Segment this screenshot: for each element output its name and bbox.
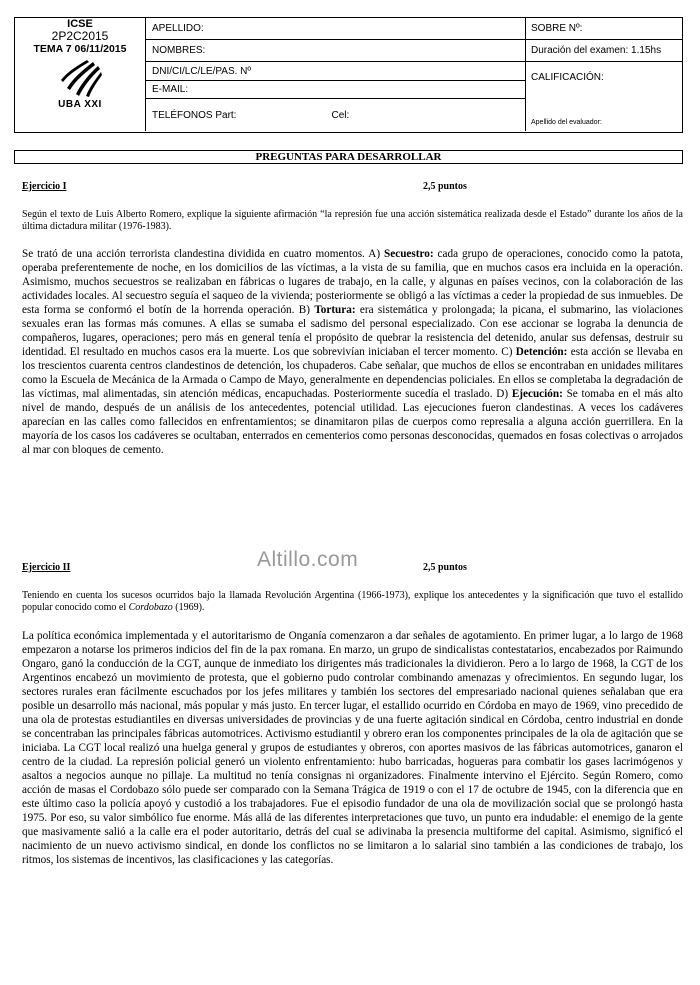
evaluador-field[interactable] xyxy=(526,116,682,128)
exercise-1-points: 2,5 puntos xyxy=(423,181,467,192)
calificacion-field[interactable] xyxy=(526,62,682,92)
email-label: E-MAIL: xyxy=(152,84,189,95)
answer-1-text-b: cada grupo de operaciones, conocido como la patota, operaba preferentemente de noche, en los domicilios de las víctimas, a la vista de su familia, que en muchos casos era incluida en la operación. Asimismo, muchos secuestros se realizaban en fábricas o lugares de trabajo, en la calle, y algunas en países vecinos, con la colaboración de las actividades locales. Al secuestro seguía el saqueo de la vivienda; posteriormente se obligó a las víctimas a ceder la propiedad de sus inmuebles. De esta forma se conformó el botín de la horrenda operación. B) xyxy=(22,248,683,316)
exercise-2-title: Ejercicio II xyxy=(22,562,71,573)
telefonos-field[interactable] xyxy=(146,99,525,131)
email-field[interactable] xyxy=(146,81,525,99)
cel-label: Cel: xyxy=(331,109,350,121)
exercise-2-answer: La política económica implementada y el autoritarismo de Onganía comenzaron a dar señales de agotamiento. En primer lugar, a lo largo de 1968 empezaron a notarse los primeros indicios del fin de la pax romana. En marzo, un grupo de sindicalistas contestatarios, encabezados por Raimundo Ongaro, ganó la conducción de la CGT, aunque de inmediato los dirigentes más tradicionales la dividieron. Pero a lo largo de 1968, la CGT de los Argentinos encabezó un movimiento de protesta, que el gobierno pudo controlar combinando amenazas y ofrecimientos. En segundo lugar, los sectores rurales eran fácilmente escuchados por los jefes militares y también los sectores del empresariado nacional quienes señalaban que era posible un desarrollo más nacional, más popular y más justo. En tercer lugar, el estallido ocurrido en Córdoba en mayo de 1969, vino precedido de una ola de protestas estudiantiles en diversas universidades de provincias y de una fuerte agitación sindical en Córdoba, centro industrial en donde se concentraban las principales fábricas automotrices. Activismo estudiantil y obrero eran los componentes principales de la ola de agitación que se iniciaba. La CGT local realizó una huelga general y grupos de estudiantes y obreros, con aportes masivos de las fábricas automotrices, ganaron el centro de la ciudad. La represión policial generó un violento enfrentamiento: hubo barricadas, hogueras para combatir los gases lacrimógenos y asaltos a negocios aunque no pillaje. La multitud no tenía consignas ni organizadores. Finalmente intervino el Ejército. Según Romero, como acción de masas el Cordobazo sólo puede ser comparado con la Semana Trágica de 1919 o con el 17 de octubre de 1945, con la diferencia que en este último caso la policía apoyó y custodió a los trabajadores. Fue el episodio fundador de una ola de movilización social que se prolongó hasta 1975. Por eso, su valor simbólico fue enorme. Más allá de las diferentes interpretaciones que tuvo, un punto era indudable: el enemigo de la gente que masivamente salió a la calle era el poder autoritario, detrás del cual se adivinaba la presencia multiforme del capital. Asimismo, significó el nacimiento de un nuevo activismo sindical, en donde los conflictos no se limitaron a lo salarial sino también a las condiciones de trabajo, los ritmos, los sistemas de incentivos, las clasificaciones y las categorías. xyxy=(22,630,683,866)
answer-1-term-detencion: Detención: xyxy=(515,346,568,358)
apellido-label: APELLIDO: xyxy=(152,23,204,34)
question-2-end: (1969). xyxy=(172,602,205,613)
exercise-1-answer xyxy=(22,247,683,457)
exercise-1-title: Ejercicio I xyxy=(22,181,67,192)
sobre-label: SOBRE Nº: xyxy=(531,23,583,34)
dni-field[interactable] xyxy=(146,62,525,81)
answer-1-term-secuestro: Secuestro: xyxy=(384,248,434,260)
dni-label: DNI/CI/LC/LE/PAS. Nº xyxy=(152,65,252,77)
answer-1-text-e: Se tomaba en el más alto nivel de mando, después de un análisis de los antecedentes, potencial utilidad. Las ejecuciones fueron clandestinas. A veces los cadáveres aparecían en las calles como fallecidos en enfrentamientos; se dinamitaron pilas de cuerpos como represalia a alguna acción guerrillera. En la mayoría de los casos los cadáveres se ocultaban, enterrados en cementerios como personas desconocidas, quemados en fosas colectivas o arrojados al mar con bloques de cemento. xyxy=(22,388,683,456)
question-2-text: Teniendo en cuenta los sucesos ocurridos bajo la llamada Revolución Argentina (1966-1973), explique los antecedentes y la significación que tuvo el estallido popular conocido como el xyxy=(22,590,683,613)
answer-1-term-tortura: Tortura: xyxy=(314,304,356,316)
calificacion-label: CALIFICACIÓN: xyxy=(531,71,604,83)
telefonos-label: TELÉFONOS Part: xyxy=(152,109,237,121)
exam-code: 2P2C2015 xyxy=(51,29,109,43)
answer-1-text-a: Se trató de una acción terrorista clandestina dividida en cuatro momentos. A) xyxy=(22,248,385,260)
brand-name: UBA XXI xyxy=(58,99,102,110)
exam-theme: TEMA 7 06/11/2015 xyxy=(33,43,127,55)
answer-1-text-d: esta acción se llevaba en los trescientos cuarenta centros clandestinos de detención, los chupaderos. Cabe señalar, que muchos de ellos se encontraban en unidades militares como la Escuela de Mecánica de la Armada o Campo de Mayo, generalmente en dependencias policiales. En ellos se completaba la degradación de las víctimas, mal alimentadas, sin atención médicas, encapuchadas. Posteriormente sucedía el traslado. D) xyxy=(22,346,684,400)
exam-header xyxy=(14,17,683,133)
logo-cell xyxy=(15,18,146,131)
apellido-field[interactable] xyxy=(146,18,525,40)
right-column xyxy=(525,18,682,131)
answer-1-text-c: era sistemática y prolongada; la picana, el submarino, las violaciones sexuales eran las formas más comunes. A ellas se sumaba el sadismo del personal especializado. Con ese accionar se lograba la denuncia de compañeros, lugares, operaciones; pero más en general tenía el propósito de quebrar la resistencia del detenido, anular sus defensas, destruir su identidad. El resultado en muchos casos era la muerte. Los que sobrevivían iniciaban el tercer momento. C) xyxy=(22,304,683,358)
course-code: ICSE xyxy=(67,18,93,30)
nombres-label: NOMBRES: xyxy=(152,45,206,56)
exercise-2-question xyxy=(22,590,683,614)
evaluador-label: Apellido del evaluador: xyxy=(531,118,602,126)
sobre-field[interactable] xyxy=(526,18,682,40)
watermark: Altillo.com xyxy=(257,548,359,571)
nombres-field[interactable] xyxy=(146,40,525,62)
section-title: PREGUNTAS PARA DESARROLLAR xyxy=(14,150,683,164)
duracion-field xyxy=(526,40,682,62)
duracion-label: Duración del examen: 1.15hs xyxy=(531,45,662,56)
question-2-italic: Cordobazo xyxy=(128,602,173,613)
uba-logo-icon xyxy=(57,58,103,98)
exercise-1-question: Según el texto de Luis Alberto Romero, explique la siguiente afirmación “la represión fue una acción sistemática realizada desde el Estado” durante los años de la última dictadura militar (1976-1983). xyxy=(22,209,683,232)
answer-1-term-ejecucion: Ejecución: xyxy=(511,388,563,400)
exercise-2-points: 2,5 puntos xyxy=(423,562,467,573)
